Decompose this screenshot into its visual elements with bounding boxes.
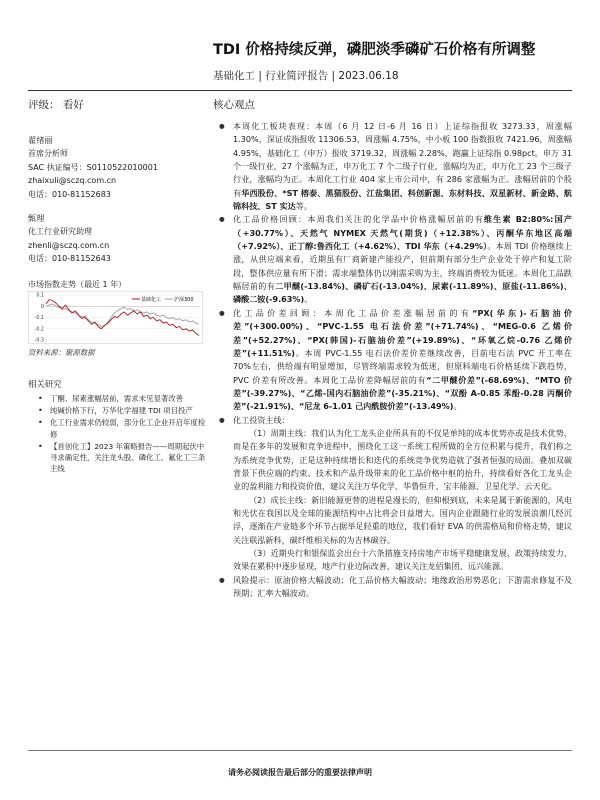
legend-label-basic-chem: 基础化工: [141, 297, 162, 303]
analyst-card-2: [28, 212, 203, 266]
spread-review-body: 。本周 PVC-1.55 电石法价差价差继续改善，目前电石法 PVC 开工率在 70%左右，供给端有明显增加，尽管终端需求较为低迷，但原料端电石价格延续下跌趋势，PVC 价差有所改善。本周化工品价差降幅居前的有: [233, 347, 572, 385]
core-view-title: 核心观点: [213, 99, 255, 111]
bullet-investment-themes: [216, 414, 572, 574]
sector-performance-text: 本周化工板块表现：本周（6 月 12 日-6 月 16 日）上证综指报收 3273.33，周涨幅 1.30%，深证成指报收 11306.53，周涨幅 4.75%，中小板 100 指数报收 7421.96，周涨幅 4.95%，基础化工（申万）报收 3719.32，周涨幅 2.28%，跑赢上证综指 0.98pct。申万 31 个一级行业，27 个涨幅为正，申万化工 7 个二级子行业，涨幅均为正，申万化工 23 个三级子行业，涨幅均为正。本周化工行业 404 家上市公司中，有 286 家涨幅为正。涨幅居前的个股有: [233, 121, 572, 198]
price-decliners: 二甲醚(-13.84%)、磷矿石(-13.04%)、尿素(-11.89%)、原盐(-11.86%)、磷酸二铵(-9.63%): [233, 281, 572, 305]
index-trend-chart: [28, 291, 203, 344]
theme-real-estate: （3）近期央行和银保监会出台十六条措施支持房地产市场平稳健康发展，政策持续发力，效果在累积中逐步显现，地产行业边际改善，建议关注龙佰集团、远兴能源。: [233, 548, 572, 572]
price-review-body: 。本周 TDI 价格继续上涨，从供应端来看，近期虽有厂商新建产能投产，但前期有部分生产企业处于停产和复工阶段，整体供应量有所下滑；需求端整体仍以刚需采购为主，终端消费较为低迷。本周化工品跌幅居前的有: [233, 241, 572, 292]
analyst-email[interactable]: zhenli@sczq.com.cn: [28, 240, 110, 250]
related-research-title: 相关研究: [28, 379, 62, 389]
related-research-item[interactable]: • 化工行业需求仍较弱，部分化工企业开启年度检修: [28, 417, 206, 439]
legend-label-hs300: 沪深300: [174, 297, 194, 303]
spread-gainers: “PX(华东)-石脑油价差”(+300.00%)、“PVC-1.55 电石法价差”(+71.74%)、“MEG-0.6 乙烯价差”(+52.27%)、“PX(韩国)-石脑油价差”(+19.89%)、“环氧乙烷-0.76 乙烯价差”(+11.51%): [233, 307, 572, 358]
chart-title: 市场指数走势（最近 1 年）: [28, 280, 127, 289]
report-title: TDI 价格持续反弹，磷肥淡季磷矿石价格有所调整: [213, 42, 536, 58]
y-tick-label: -0.3: [34, 338, 44, 344]
risk-warning-text: ● 风险提示：原油价格大幅波动；化工品价格大幅波动；地缘政治形势恶化；下游需求修复不及预期；汇率大幅波动。: [233, 574, 572, 599]
legal-disclaimer: 请务必阅读报告最后部分的重要法律声明: [228, 768, 372, 777]
bullet-sector-performance: [216, 120, 572, 213]
price-gainers: 维生素 B2:80%:国产（+30.77%）、天然气 NYMEX 天然气(期货)（+12.38%）、丙酮华东地区高端（+7.92%）、正丁醇:鲁西化工（+4.62%）、TDI 华东（+4.29%）: [233, 214, 572, 252]
core-view-content: [216, 120, 572, 600]
analyst-email[interactable]: zhaixuli@sczq.com.cn: [28, 176, 117, 186]
y-tick-label: -0.2: [34, 327, 44, 333]
analyst-phone: 电话：010-81152683: [28, 189, 111, 199]
related-research-item[interactable]: • 丁酮、尿素涨幅居前，需求未见显著改善: [28, 393, 206, 404]
bullet-price-review: [216, 213, 572, 306]
spread-review-lead: 化工品价差回顾：本周化工品价差涨幅居前的有: [233, 307, 473, 318]
related-research-item[interactable]: • 【首创化工】2023 年策略报告——周期起伏中寻求确定性，关注龙头股、磷化工、氟化工三条主线: [28, 441, 206, 475]
analyst-card-1: [28, 134, 203, 201]
analyst-license: SAC 执证编号：S0110522010001: [28, 162, 158, 172]
analyst-name: 甄理: [28, 213, 45, 223]
bullet-risk-warning: [216, 574, 572, 601]
theme-growth: （2）成长主线：新旧能源更替的进程是漫长的，但仰根到底，未来是属于新能源的，风电和光伏在我国以及全球的能源结构中占比将会日益增大。国内企业跟随行业的发展浪潮几经沉浮，逐渐在产业链多个环节占据举足轻重的地位，我们看好 EVA 的供需格局和价格走势，建议关注联泓新科，碳纤维相关标的为吉林碳谷。: [233, 494, 572, 545]
y-tick-label: 0.1: [36, 293, 44, 299]
chart-source: 资料来源：聚源数据: [28, 348, 95, 357]
report-subtitle: 基础化工 | 行业简评报告 | 2023.06.18: [213, 70, 399, 82]
related-research-item[interactable]: • 纯碱价格下行，万华化学福建 TDI 项目投产: [28, 405, 206, 416]
rating-label: 评级： 看好: [28, 99, 84, 111]
top-gainers-stocks: 华西股份、*ST 榕泰、黑猫股份、江盐集团、科创新源、东材科技、双星新材、新金路、航锦科技、ST 实达: [233, 187, 572, 212]
header-divider: [28, 90, 572, 91]
y-tick-label: -0.1: [34, 316, 44, 322]
analyst-role: 首席分析师: [28, 149, 68, 159]
y-tick-label: 0: [40, 304, 44, 310]
footer-divider: [28, 750, 572, 751]
investment-themes-title: ● 化工投资主线：: [233, 414, 290, 425]
related-research-list: [28, 393, 206, 475]
theme-cyclical: （1）周期主线：我们认为化工龙头企业所具有的不仅是单纯的成本优势亦或是技术优势，而是在多年的发展和竞争进程中，围绕化工这一系统工程所做的全方位积累与提升，我们称之为系统竞争优势，正是这种持续增长和迭代的系统竞争优势造就了强者恒强的局面。叠加双碳背景下供应端的约束、技术和产品升级带来的化工品价格中枢的抬升，持续看好各化工龙头企业的盈利能力和投资价值，建议关注万华化学、华鲁恒升、宝丰能源、卫星化学、云天化。: [233, 427, 572, 492]
text-suffix: 。: [453, 401, 462, 412]
analyst-name: 翟绪丽: [28, 135, 53, 145]
analyst-role: 化工行业研究助理: [28, 227, 92, 237]
analyst-phone: 电话：010-81152643: [28, 254, 111, 264]
bullet-spread-review: [216, 307, 572, 414]
text-suffix: 。: [304, 294, 313, 305]
spread-decliners: “二甲醚价差”(-68.69%)、“MTO 价差”(-39.27%)、“乙烯-国内石脑油价差”(-35.21%)、“双酚 A-0.85 苯酚-0.28 丙酮价差”(-21.91%)、“尼龙 6-1.01 己内酰胺价差”(-13.49%): [233, 374, 572, 412]
text-suffix: 等。: [295, 201, 312, 212]
price-review-lead: 化工品价格回顾：本周我们关注的化学品中价格涨幅居前的有: [233, 214, 484, 225]
